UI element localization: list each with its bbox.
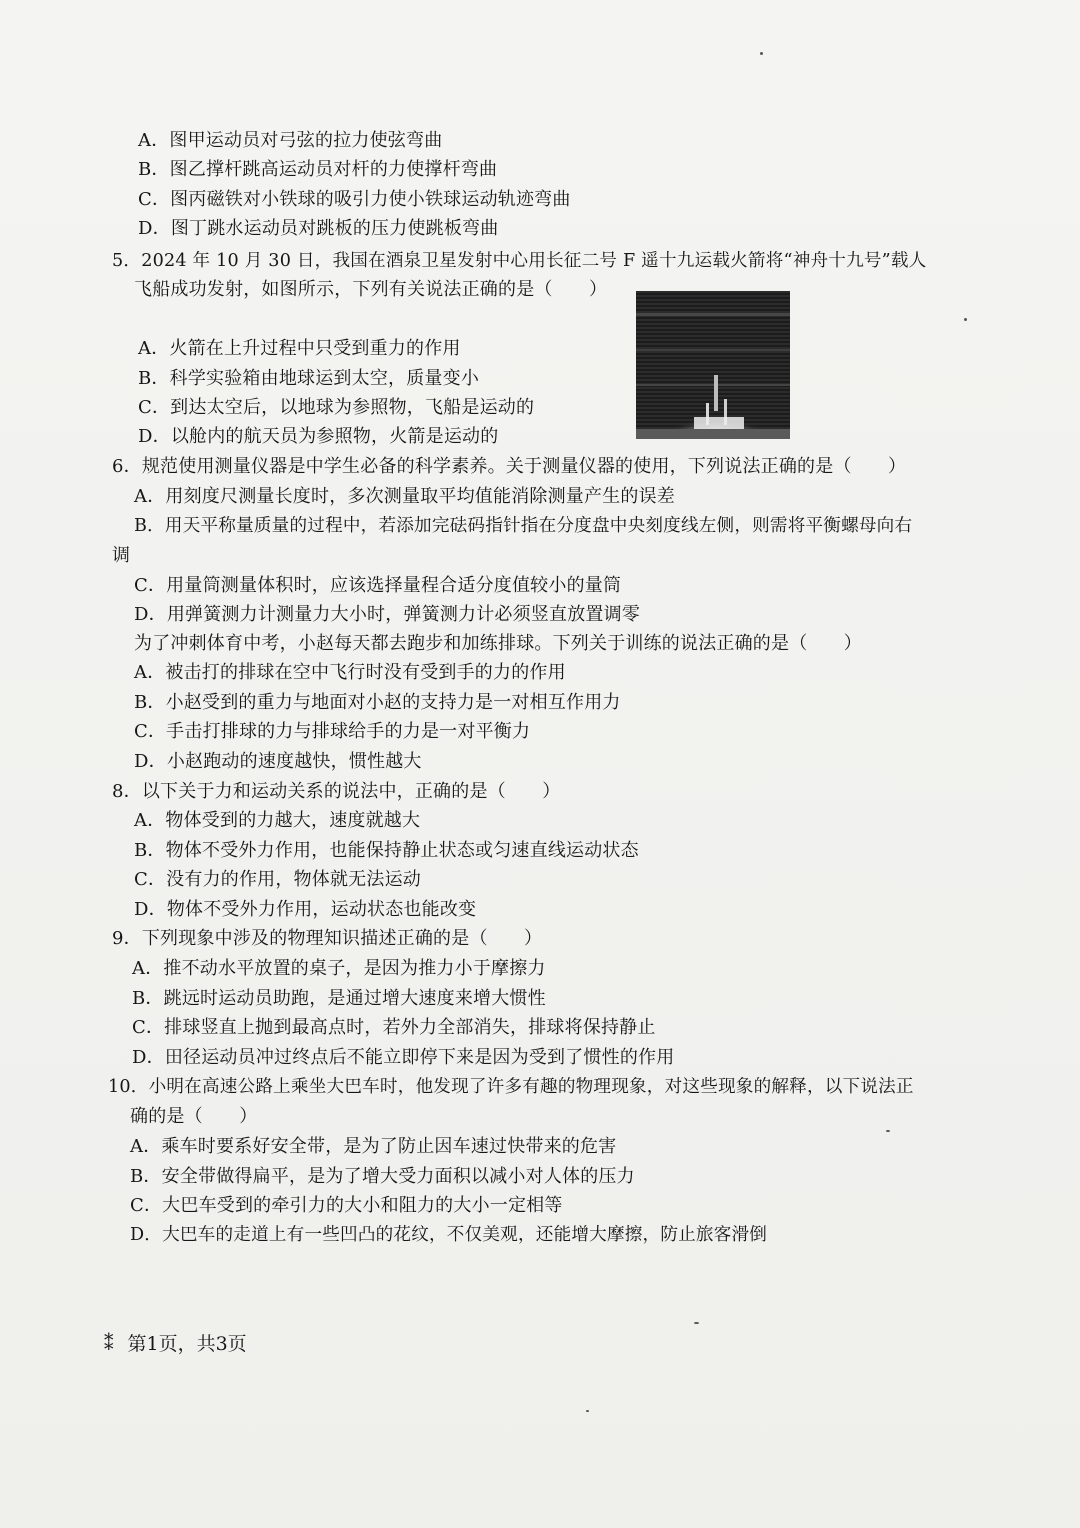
q6-option-b-wrap: 调: [112, 545, 131, 566]
q6-option-b: B．用天平称量质量的过程中，若添加完砝码指针指在分度盘中央刻度线左侧，则需将平衡螺母向右: [134, 516, 913, 536]
q8-option-b: B．物体不受外力作用，也能保持静止状态或匀速直线运动状态: [134, 840, 639, 861]
q7-option-b: B．小赵受到的重力与地面对小赵的支持力是一对相互作用力: [134, 692, 621, 713]
q10-option-b: B．安全带做得扁平，是为了增大受力面积以减小对人体的压力: [130, 1166, 635, 1187]
q9-option-c: C．排球竖直上抛到最高点时，若外力全部消失，排球将保持静止: [132, 1017, 656, 1038]
q5-stem-line2: 飞船成功发射，如图所示，下列有关说法正确的是（ ）: [134, 279, 608, 300]
q6-option-d: D．用弹簧测力计测量力大小时，弹簧测力计必须竖直放置调零: [134, 604, 641, 625]
q10-option-a: A．乘车时要系好安全带，是为了防止因车速过快带来的危害: [130, 1136, 617, 1157]
q10-option-d: D．大巴车的走道上有一些凹凸的花纹，不仅美观，还能增大摩擦，防止旅客滑倒: [130, 1225, 768, 1245]
page-indicator: 第1页，共3页: [127, 1333, 247, 1355]
q7-option-d: D．小赵跑动的速度越快，惯性越大: [134, 751, 422, 772]
q10-stem-line1: 10．小明在高速公路上乘坐大巴车时，他发现了许多有趣的物理现象，对这些现象的解释，以下说法正: [108, 1077, 914, 1097]
page-footer: [104, 1332, 247, 1356]
q4-option-a: A．图甲运动员对弓弦的拉力使弦弯曲: [138, 130, 443, 151]
rocket-launch-image: [636, 291, 790, 439]
scan-speck: [760, 52, 763, 55]
q6-stem: 6．规范使用测量仪器是中学生必备的科学素养。关于测量仪器的使用，下列说法正确的是（ ）: [112, 456, 907, 477]
q9-stem: 9．下列现象中涉及的物理知识描述正确的是（ ）: [112, 928, 543, 949]
q5-option-d: D．以舱内的航天员为参照物，火箭是运动的: [138, 426, 499, 447]
q9-option-b: B．跳远时运动员助跑，是通过增大速度来增大惯性: [132, 988, 546, 1009]
q5-stem-line1: 5．2024 年 10 月 30 日，我国在酒泉卫星发射中心用长征二号 F 遥十九运载火箭将“神舟十九号”载人: [112, 251, 927, 271]
scan-speck: [694, 1322, 699, 1324]
q5-option-c: C．到达太空后，以地球为参照物，飞船是运动的: [138, 397, 535, 418]
scan-speck: [586, 1410, 589, 1412]
q7-stem: 为了冲刺体育中考，小赵每天都去跑步和加练排球。下列关于训练的说法正确的是（ ）: [134, 633, 862, 654]
q6-option-a: A．用刻度尺测量长度时，多次测量取平均值能消除测量产生的误差: [134, 486, 675, 507]
rocket-launch-photo: [636, 291, 790, 439]
q5-option-a: A．火箭在上升过程中只受到重力的作用: [138, 338, 461, 359]
q10-stem-line2: 确的是（ ）: [130, 1106, 258, 1127]
q4-option-b: B．图乙撑杆跳高运动员对杆的力使撑杆弯曲: [138, 159, 498, 180]
q6-option-c: C．用量筒测量体积时，应该选择量程合适分度值较小的量筒: [134, 575, 622, 596]
q10-option-c: C．大巴车受到的牵引力的大小和阻力的大小一定相等: [130, 1195, 563, 1216]
q8-option-a: A．物体受到的力越大，速度就越大: [134, 810, 421, 831]
q9-option-d: D．田径运动员冲过终点后不能立即停下来是因为受到了惯性的作用: [132, 1047, 675, 1068]
binding-mark-icon: ⁑: [104, 1333, 114, 1355]
q8-option-d: D．物体不受外力作用，运动状态也能改变: [134, 899, 477, 920]
q8-stem: 8．以下关于力和运动关系的说法中，正确的是（ ）: [112, 781, 561, 802]
q8-option-c: C．没有力的作用，物体就无法运动: [134, 869, 421, 890]
q5-option-b: B．科学实验箱由地球运到太空，质量变小: [138, 368, 480, 389]
scan-speck: [964, 318, 967, 321]
scan-speck: [886, 1130, 890, 1132]
q4-option-d: D．图丁跳水运动员对跳板的压力使跳板弯曲: [138, 218, 499, 239]
q7-option-a: A．被击打的排球在空中飞行时没有受到手的力的作用: [134, 662, 566, 683]
q4-option-c: C．图丙磁铁对小铁球的吸引力使小铁球运动轨迹弯曲: [138, 189, 571, 210]
q9-option-a: A．推不动水平放置的桌子，是因为推力小于摩擦力: [132, 958, 546, 979]
q7-option-c: C．手击打排球的力与排球给手的力是一对平衡力: [134, 721, 531, 742]
